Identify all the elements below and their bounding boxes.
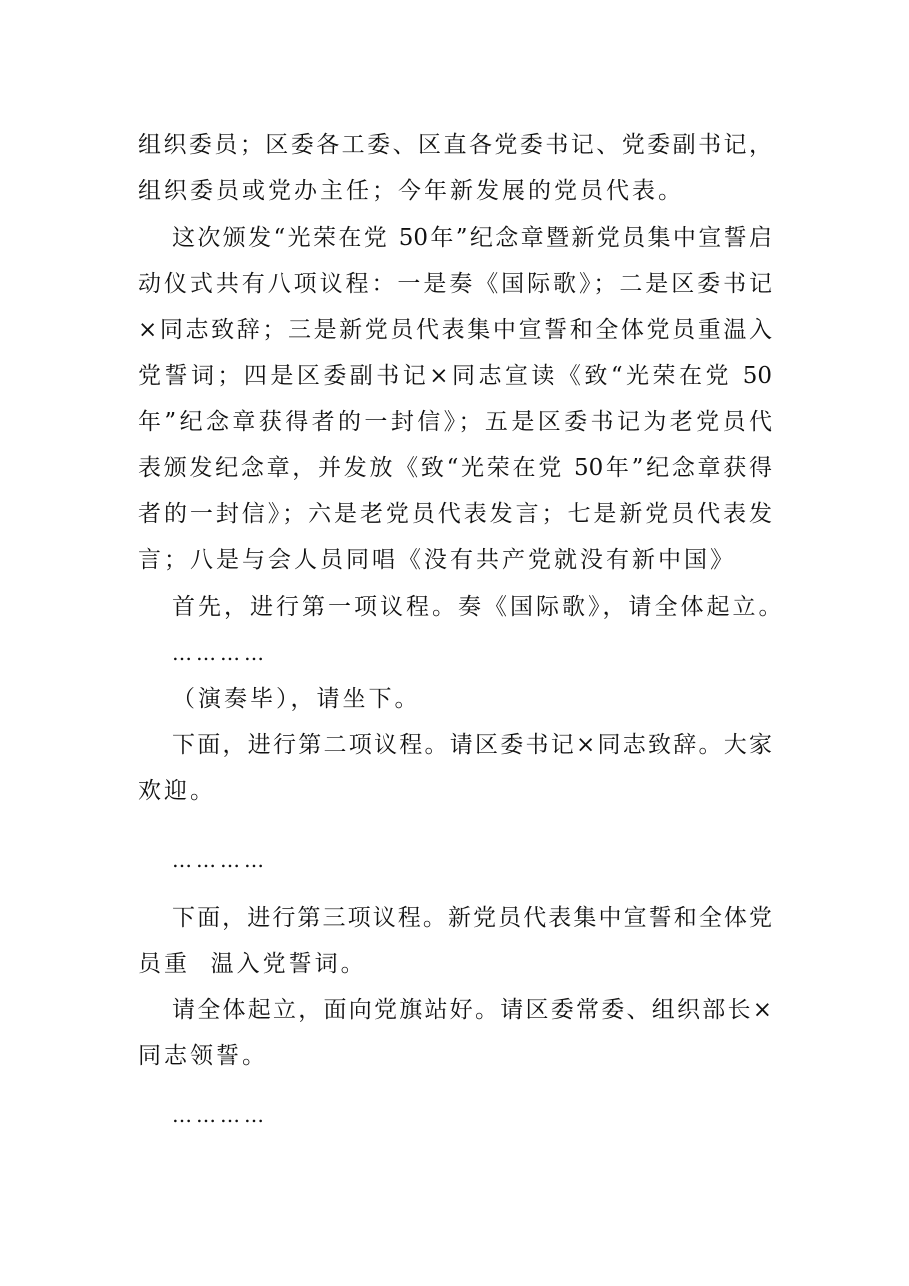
text-line: 员重 温入党誓词。 (138, 951, 367, 977)
paragraph-first-line: （演奏毕），请坐下。 (172, 686, 421, 712)
text-line: 欢迎。 (138, 778, 216, 804)
ellipsis-line: ………… (172, 641, 268, 665)
text-line: 言；八是与会人员同唱《没有共产党就没有新中国》 (138, 547, 736, 573)
text-line: ×同志致辞；三是新党员代表集中宣誓和全体党员重温入 (138, 317, 772, 343)
paragraph-first-line: 请全体起立，面向党旗站好。请区委常委、组织部长× (172, 997, 772, 1023)
text-line: 组织委员或党办主任；今年新发展的党员代表。 (138, 178, 684, 204)
text-line: 动仪式共有八项议程：一是奏《国际歌》；二是区委书记 (138, 271, 772, 297)
text-line: 组织委员；区委各工委、区直各党委书记、党委副书记， (138, 132, 772, 158)
paragraph-first-line: 首先，进行第一项议程。奏《国际歌》，请全体起立。 (172, 594, 785, 620)
paragraph-first-line: 这次颁发“光荣在党 50年”纪念章暨新党员集中宣誓启 (172, 225, 772, 251)
ellipsis-line: ………… (172, 1103, 268, 1127)
paragraph-first-line: 下面，进行第二项议程。请区委书记×同志致辞。大家 (172, 732, 772, 758)
text-line: 表颁发纪念章，并发放《致“光荣在党 50年”纪念章获得 (138, 455, 772, 481)
text-line: 同志领誓。 (138, 1043, 268, 1069)
ellipsis-line: ………… (172, 848, 268, 872)
text-line: 者的一封信》；六是老党员代表发言；七是新党员代表发 (138, 501, 772, 527)
text-line: 党誓词；四是区委副书记×同志宣读《致“光荣在党 50 (138, 363, 772, 389)
paragraph-first-line: 下面，进行第三项议程。新党员代表集中宣誓和全体党 (172, 905, 772, 931)
text-line: 年”纪念章获得者的一封信》；五是区委书记为老党员代 (138, 409, 772, 435)
